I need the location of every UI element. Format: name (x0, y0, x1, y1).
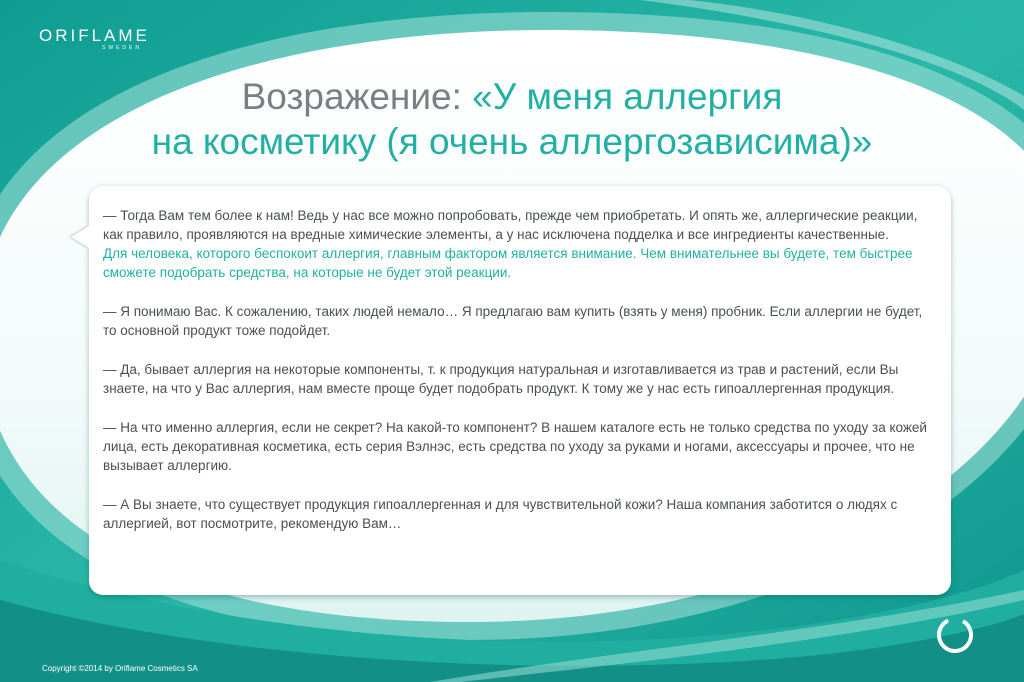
slide-title (80, 74, 944, 164)
dialog-paragraph-2: — Я понимаю Вас. К сожалению, таких людей немало… Я предлагаю вам купить (взять у меня) пробник. Если аллергии не будет, то основной продукт тоже подойдет. (103, 304, 923, 338)
logo-text: ORIFLAME (39, 26, 150, 45)
title-prefix: Возражение: (241, 76, 473, 117)
dialog-paragraph-5: — А Вы знаете, что существует продукция гипоаллергенная и для чувствительной кожи? Наша компания заботится о людях с аллергией, вот посмотрите, рекомендую Вам… (103, 497, 898, 531)
oriflame-logo (39, 27, 167, 51)
copyright-text: Copyright ©2014 by Oriflame Cosmetics SA (42, 664, 198, 673)
dialog-paragraph-1: — Тогда Вам тем более к нам! Ведь у нас все можно попробовать, прежде чем приобретать. И опять же, аллергические реакции, как правило, проявляются на вредные химические элементы, а у нас исключена подделка и все ингредиенты качественные. (103, 208, 918, 242)
dialog-paragraph-3: — Да, бывает аллергия на некоторые компоненты, т. к продукция натуральная и изготавливается из трав и растений, если Вы знаете, на что у Вас аллергия, нам вместе проще будет подобрать продукт. К тому же у нас есть гипоаллергенная продукция. (103, 362, 899, 396)
title-accent-line1: «У меня аллергия (472, 76, 783, 117)
logo-subtext: SWEDEN (102, 45, 142, 51)
title-accent-line2: на косметику (я очень аллергозависима)» (151, 121, 873, 162)
dialog-paragraph-1-note: Для человека, которого беспокоит аллергия, главным фактором является внимание. Чем внимательнее вы будете, тем быстрее сможете подобрать средства, на которые не будет этой реакции. (103, 246, 913, 280)
dialog-paragraph-4: — На что именно аллергия, если не секрет? На какой-то компонент? В нашем каталоге есть не только средства по уходу за кожей лица, есть декоративная косметика, есть серия Вэлнэс, есть средства по уходу за руками и ногами, аксессуары и прочее, что не вызывает аллергию. (103, 420, 927, 473)
speech-bubble-tail (71, 226, 89, 248)
speech-bubble (89, 186, 951, 595)
oriflame-ring-icon (932, 612, 978, 658)
